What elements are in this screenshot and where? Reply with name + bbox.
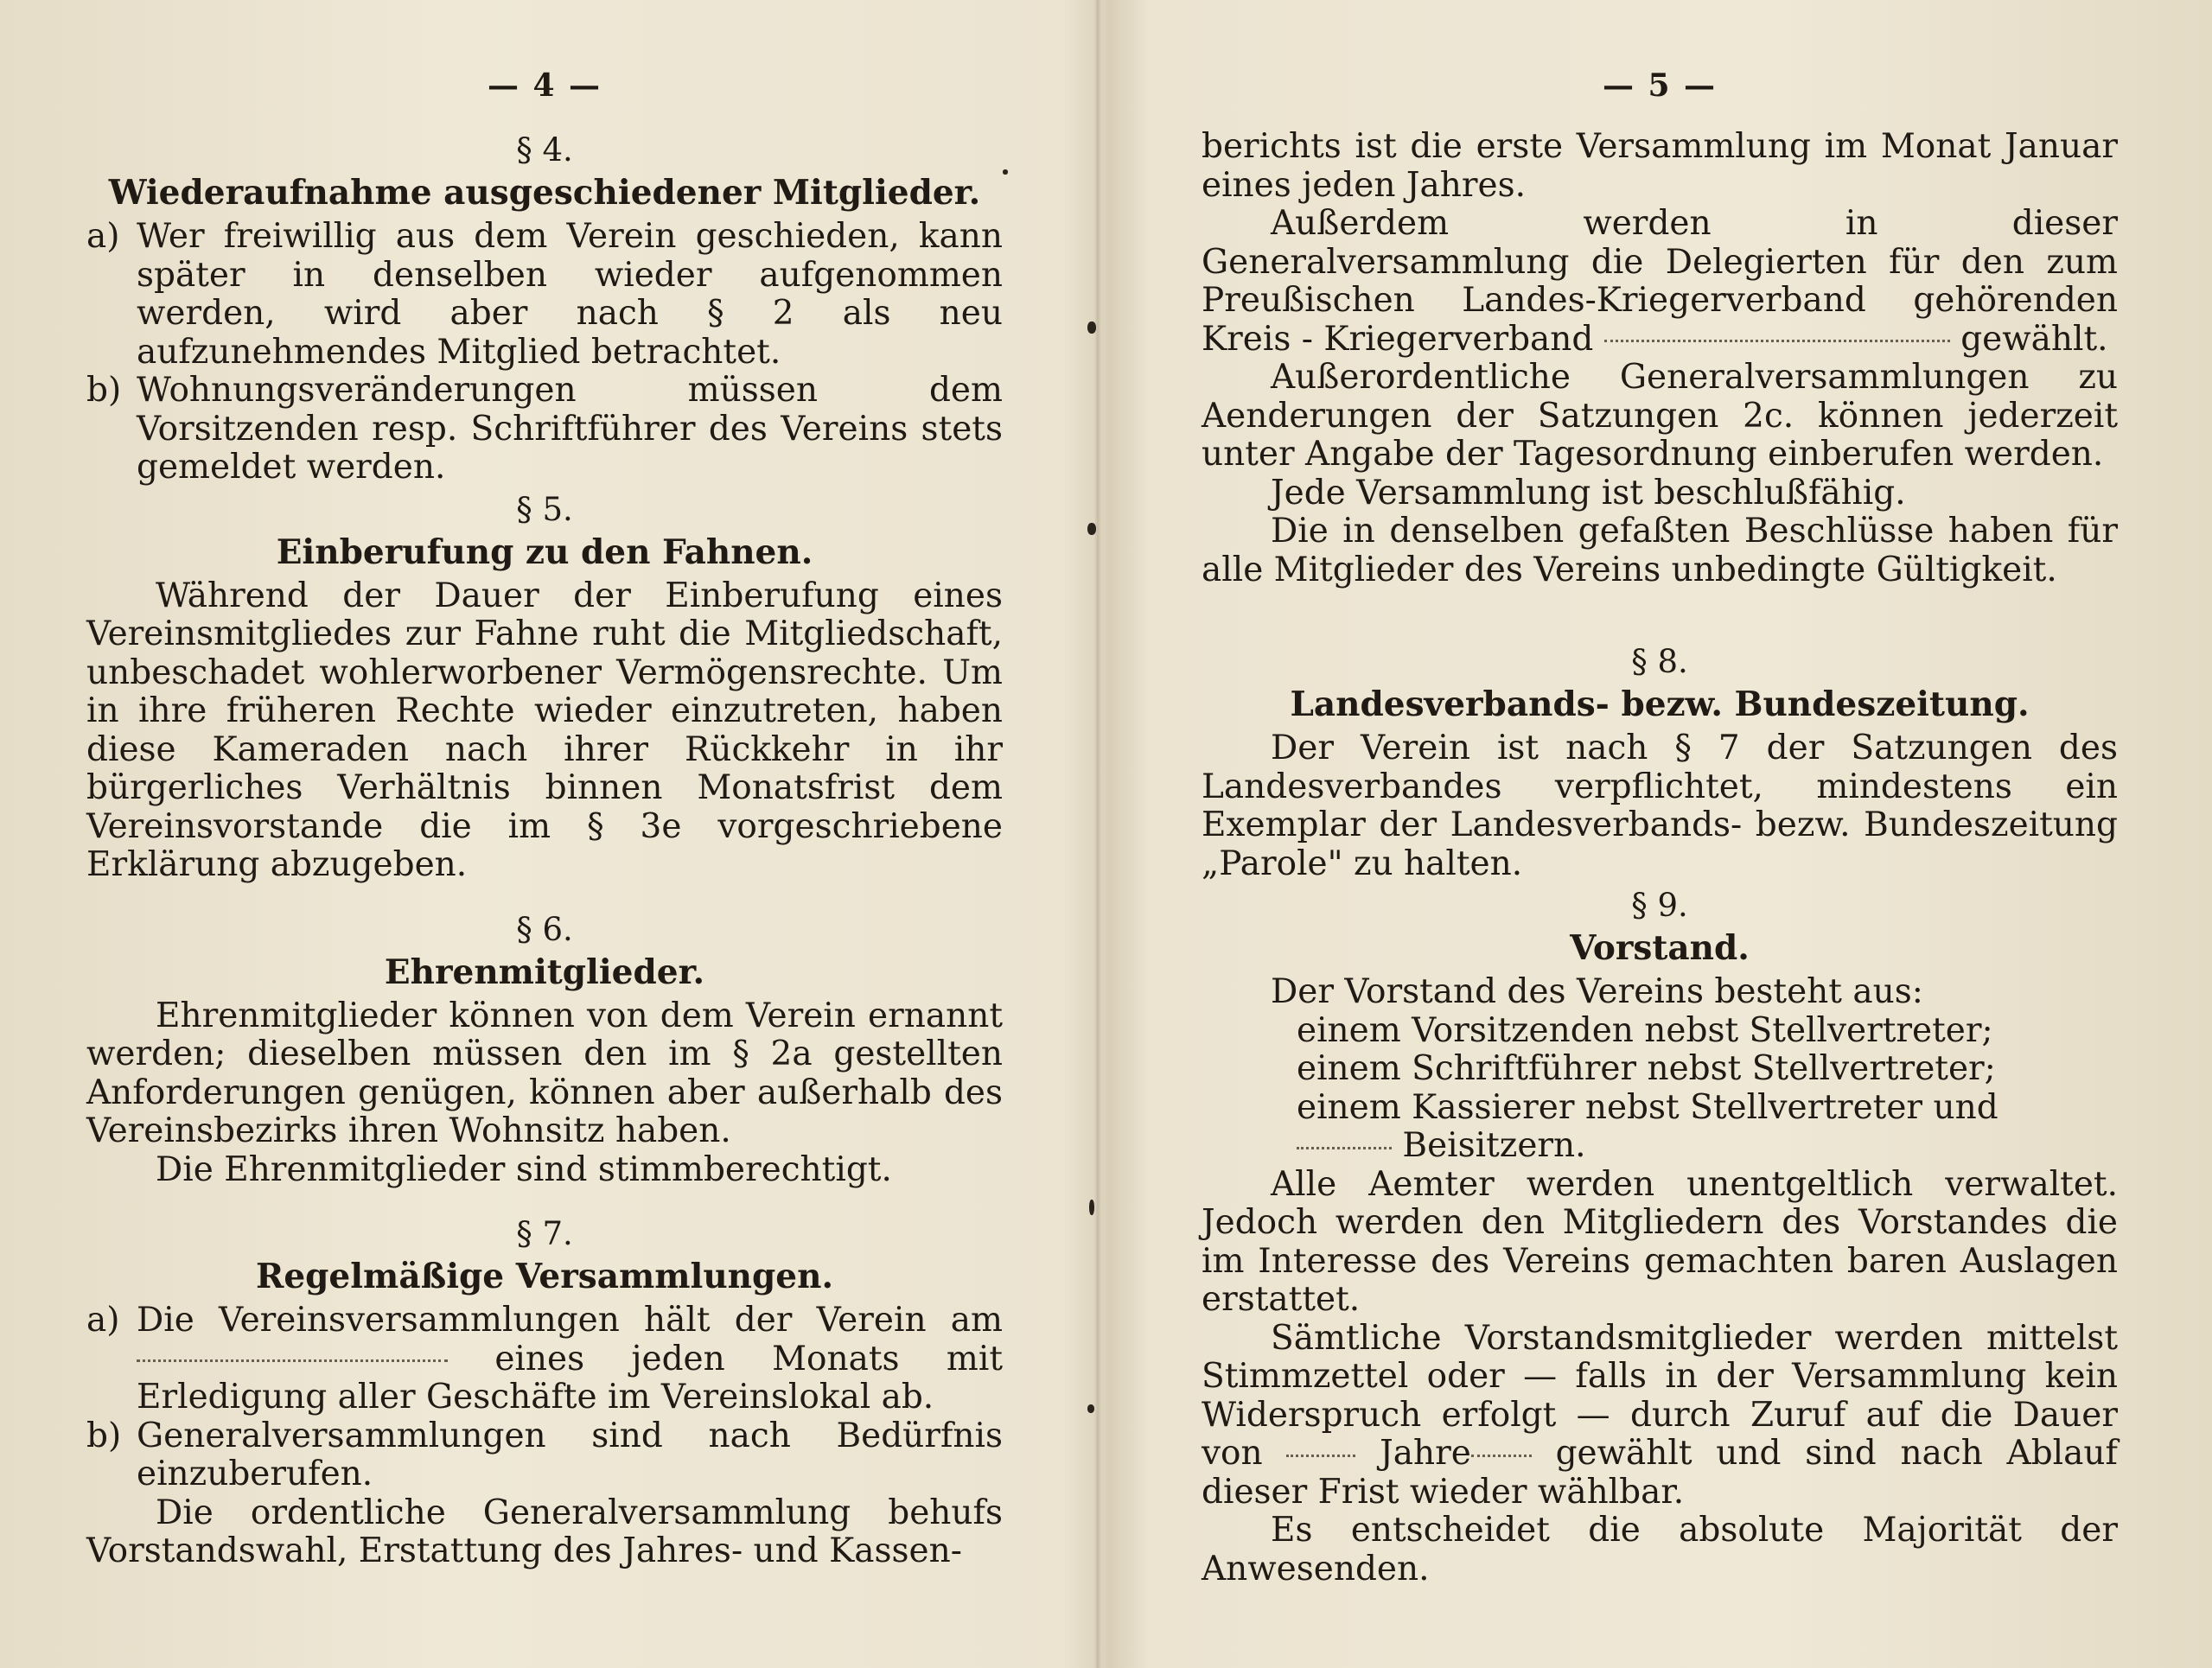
section-heading: Vorstand. (1570, 928, 1750, 968)
list-item (1297, 1127, 2118, 1166)
item-text (137, 1302, 1003, 1417)
fill-in-blank (137, 1359, 448, 1362)
paragraph: Der Vorstand des Vereins besteht aus: (1271, 972, 1923, 1011)
paragraph-part: Außerdem werden in dieser Generalversammlung die Delegierten für den zum Preußischen Landes-Kriegerverband gehörenden Kreis - Kriegerverband (1202, 204, 2118, 359)
page-number: — 5 — (1602, 67, 1718, 104)
list-item (86, 218, 1003, 372)
center-fold (1094, 0, 1101, 1668)
paragraph-part: gewählt. (1960, 319, 2108, 359)
paragraph: Jede Versammlung ist beschlußfähig. (1271, 473, 1906, 512)
paragraph: Alle Aemter werden unentgeltlich verwaltet. Jedoch werden den Mitgliedern des Vorstandes die im Interesse des Vereins gemachten baren Auslagen erstattet. (1202, 1164, 2118, 1319)
paragraph: Es entscheidet die absolute Majorität der Anwesenden. (1202, 1511, 2118, 1588)
list-item (86, 372, 1003, 487)
page-content (86, 128, 1003, 1571)
item-text: Generalversammlungen sind nach Bedürfnis einzuberufen. (137, 1416, 1003, 1493)
binding-mark (1087, 1404, 1094, 1413)
binding-mark (1087, 322, 1096, 334)
paragraph: Die ordentliche Generalversammlung behufs Vorstandswahl, Erstattung des Jahres- und Kassen- (86, 1493, 1003, 1570)
paragraph-part: Sämtliche Vorstandsmitglieder werden mittelst Stimmzettel oder — falls in der Versammlung kein Widerspruch erfolgt — durch Zuruf auf die Dauer von (1202, 1318, 2118, 1473)
list-item (86, 1417, 1003, 1494)
section-number: § 6. (516, 910, 573, 948)
section-number: § 4. (516, 131, 573, 169)
paragraph (1202, 205, 2118, 359)
fill-in-blank (1471, 1455, 1532, 1457)
item-text-part: eines jeden Monats mit Erledigung aller Geschäfte im Vereinslokal ab. (137, 1339, 1003, 1417)
paragraph: Außerordentliche Generalversammlungen zu Aenderungen der Satzungen 2c. können jederzeit unter Angabe der Tagesordnung einberufen werden. (1202, 358, 2118, 474)
section-number: § 5. (516, 490, 573, 528)
section-heading: Ehrenmitglieder. (384, 952, 705, 992)
item-text: Wohnungsveränderungen müssen dem Vorsitzenden resp. Schriftführer des Vereins stets gemeldet werden. (137, 371, 1003, 487)
section-number: § 7. (516, 1215, 573, 1252)
ink-speck (1003, 169, 1008, 175)
paragraph-part: gewählt und sind nach Ablauf dieser Frist wieder wählbar. (1202, 1434, 2118, 1512)
paragraph: Der Verein ist nach § 7 der Satzungen des Landesverbandes verpflichtet, mindestens ein Exemplar der Landesverbands- bezw. Bundeszeitung „Parole" zu halten. (1202, 729, 2118, 883)
page-number: — 4 — (487, 67, 602, 104)
paragraph: berichts ist die erste Versammlung im Monat Januar eines jeden Jahres. (1202, 127, 2118, 205)
section-heading: Wiederaufnahme ausgeschiedener Mitglieder. (108, 173, 981, 213)
list-item-text: Beisitzern. (1402, 1126, 1586, 1165)
section-heading: Einberufung zu den Fahnen. (276, 532, 813, 572)
fill-in-blank (1604, 340, 1950, 342)
paragraph-part: Jahre (1380, 1434, 1471, 1473)
section-heading: Regelmäßige Versammlungen. (255, 1257, 834, 1296)
list-item: einem Schriftführer nebst Stellvertreter; (1297, 1049, 1996, 1088)
section-heading: Landesverbands- bezw. Bundeszeitung. (1290, 684, 2030, 724)
page-content (1202, 128, 2118, 1588)
paragraph: Während der Dauer der Einberufung eines Vereinsmitgliedes zur Fahne ruht die Mitgliedschaft, unbeschadet wohlerworbener Vermögensrechte. Um in ihre früheren Rechte wieder einzutreten, haben diese Kameraden nach ihrer Rückkehr in ihr bürgerliches Verhältnis binnen Monatsfrist dem Vereinsvorstande die im § 3e vorgeschriebene Erklärung abzugeben. (86, 576, 1003, 884)
item-text: Wer freiwillig aus dem Verein geschieden, kann später in denselben wieder aufgenommen werden, wird aber nach § 2 als neu aufzunehmendes Mitglied betrachtet. (137, 217, 1003, 372)
section-number: § 8. (1631, 643, 1688, 680)
paragraph (1202, 1320, 2118, 1512)
officer-list (1202, 1012, 2118, 1166)
paragraph: Die Ehrenmitglieder sind stimmberechtigt. (156, 1149, 892, 1189)
item-label: a) (86, 217, 120, 256)
item-label: a) (86, 1301, 120, 1340)
binding-mark (1089, 1200, 1094, 1215)
item-text-part: Die Vereinsversammlungen hält der Verein am (137, 1301, 1003, 1340)
item-label: b) (86, 1416, 122, 1455)
left-page (86, 0, 1003, 1668)
list-item: einem Kassierer nebst Stellvertreter und (1297, 1087, 1998, 1127)
section-number: § 9. (1631, 887, 1688, 924)
item-label: b) (86, 371, 122, 410)
fill-in-blank (1297, 1147, 1392, 1149)
fill-in-blank (1286, 1455, 1355, 1457)
list-item (86, 1302, 1003, 1417)
binding-mark (1087, 523, 1096, 535)
right-page (1202, 0, 2118, 1668)
list-item: einem Vorsitzenden nebst Stellvertreter; (1297, 1010, 1993, 1050)
paragraph: Ehrenmitglieder können von dem Verein ernannt werden; dieselben müssen den im § 2a gestellten Anforderungen genügen, können aber außerhalb des Vereinsbezirks ihren Wohnsitz haben. (86, 996, 1003, 1150)
paragraph: Die in denselben gefaßten Beschlüsse haben für alle Mitglieder des Vereins unbedingte Gültigkeit. (1202, 512, 2118, 589)
